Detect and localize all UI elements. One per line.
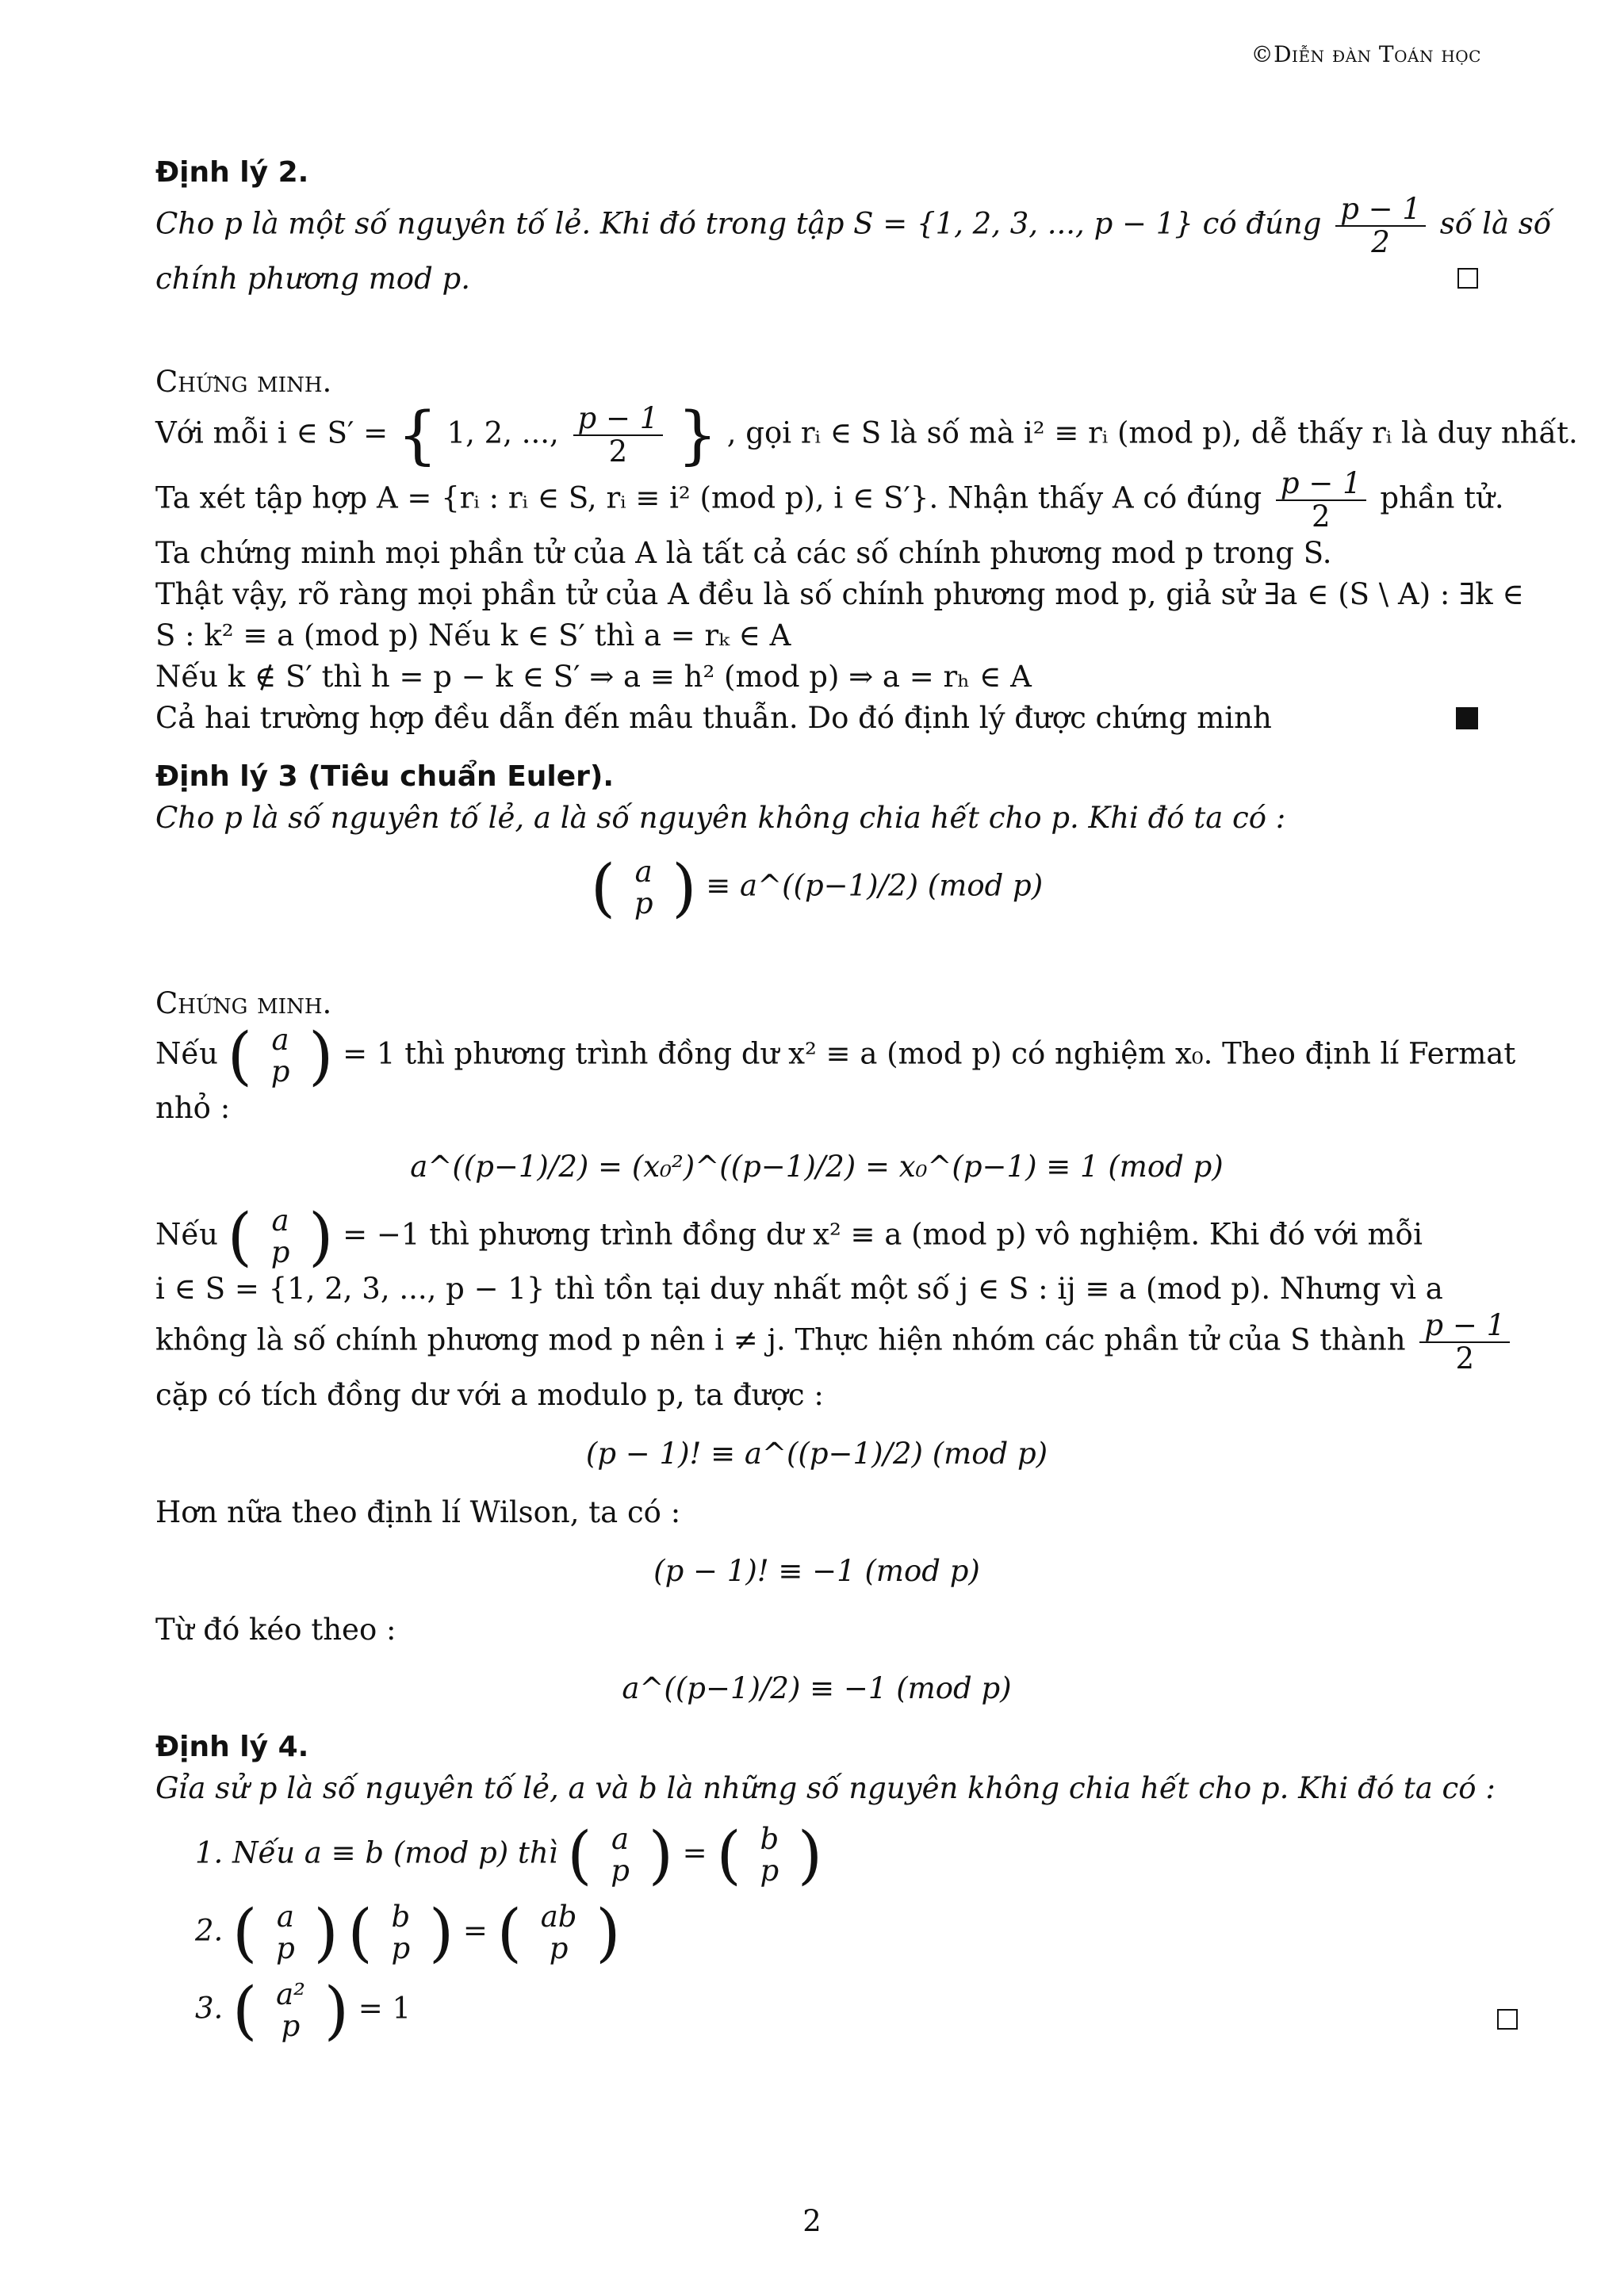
legendre-top: a	[276, 1900, 294, 1934]
proof-2-line-3: Ta chứng minh mọi phần tử của A là tất cả các số chính phương mod p trong S.	[155, 536, 1332, 570]
page-number: 2	[802, 2204, 822, 2238]
left-paren-icon: (	[227, 1019, 252, 1093]
fraction-numerator: p − 1	[1419, 1310, 1510, 1343]
equals-sign: =	[682, 1835, 707, 1870]
proof-3-line-6: cặp có tích đồng dư với a modulo p, ta được :	[155, 1378, 824, 1412]
proof-3-line-1	[155, 1019, 1516, 1093]
theorem-2-line-1	[155, 192, 1552, 259]
proof-3-line-8: Từ đó kéo theo :	[155, 1613, 396, 1647]
set-elements: 1, 2, ...,	[446, 415, 559, 450]
legendre-top: a²	[276, 1977, 305, 2011]
right-paren-icon: )	[797, 1818, 823, 1892]
right-paren-icon: )	[308, 1019, 334, 1093]
left-paren-icon: (	[590, 851, 616, 924]
theorem-4-item-2	[195, 1896, 1478, 1969]
item-number: 2.	[195, 1913, 224, 1948]
legendre-bottom: p	[611, 1854, 630, 1888]
legendre-top: a	[271, 1023, 289, 1057]
factorial-formula: (p − 1)! ≡ a^((p−1)/2) (mod p)	[585, 1437, 1048, 1471]
right-paren-icon: )	[313, 1896, 339, 1969]
proof-text: phần tử.	[1380, 480, 1504, 515]
theorem-4-line-1: Gỉa sử p là số nguyên tố lẻ, a và b là những số nguyên không chia hết cho p. Khi đó ta có :	[155, 1771, 1496, 1805]
formula-rhs: ≡ a^((p−1)/2) (mod p)	[706, 868, 1044, 903]
fraction-denominator: 2	[1455, 1341, 1475, 1376]
left-brace-icon: {	[396, 398, 438, 472]
fraction-denominator: 2	[608, 434, 628, 469]
fraction-denominator: 2	[1311, 499, 1331, 534]
right-paren-icon: )	[672, 851, 697, 924]
proof-3-line-7: Hơn nữa theo định lí Wilson, ta có :	[155, 1495, 681, 1529]
euler-criterion-formula	[155, 851, 1478, 924]
fraction-denominator: 2	[1371, 225, 1390, 259]
proof-2-line-2	[155, 466, 1504, 534]
theorem-2-text: Cho p là một số nguyên tố lẻ. Khi đó trong tập S = {1, 2, 3, ..., p − 1} có đúng	[155, 206, 1322, 241]
proof-3-title: Chứng minh.	[155, 986, 332, 1020]
proof-text: Nếu	[155, 1217, 218, 1252]
proof-text: Ta xét tập hợp A = {rᵢ : rᵢ ∈ S, rᵢ ≡ i² (mod p), i ∈ S′}. Nhận thấy A có đúng	[155, 480, 1262, 515]
page-content	[155, 135, 1578, 2057]
proof-2-line-7	[155, 698, 1478, 739]
right-paren-icon: )	[648, 1818, 673, 1892]
fraction-numerator: p − 1	[1276, 468, 1366, 501]
legendre-symbol	[271, 1901, 300, 1965]
theorem-2-line-2	[155, 258, 1478, 300]
theorem-2-title: Định lý 2.	[155, 156, 309, 189]
legendre-top: b	[760, 1822, 779, 1856]
legendre-top: a	[634, 855, 653, 889]
legendre-symbol	[386, 1901, 415, 1965]
legendre-bottom: p	[634, 886, 653, 920]
legendre-top: a	[611, 1822, 630, 1856]
legendre-bottom: p	[276, 1931, 295, 1965]
item-text: 1. Nếu a ≡ b (mod p) thì	[195, 1835, 558, 1870]
legendre-bottom: p	[549, 1931, 569, 1965]
legendre-symbol	[606, 1823, 634, 1887]
left-paren-icon: (	[716, 1818, 741, 1892]
proof-text: không là số chính phương mod p nên i ≠ j. Thực hiện nhóm các phần tử của S thành	[155, 1322, 1406, 1357]
fraction	[573, 403, 664, 468]
proof-3-line-2: nhỏ :	[155, 1091, 231, 1125]
left-paren-icon: (	[496, 1896, 522, 1969]
legendre-bottom: p	[281, 2009, 301, 2043]
proof-2-line-6: Nếu k ∉ S′ thì h = p − k ∈ S′ ⇒ a ≡ h² (mod p) ⇒ a = rₕ ∈ A	[155, 660, 1032, 694]
proof-3-line-5	[155, 1308, 1506, 1376]
left-paren-icon: (	[232, 1896, 258, 1969]
left-paren-icon: (	[227, 1200, 252, 1273]
qed-box-icon	[1497, 2009, 1518, 2030]
proof-text: = 1 thì phương trình đồng dư x² ≡ a (mod p) có nghiệm x₀. Theo định lí Fermat	[343, 1036, 1516, 1071]
fraction-numerator: p − 1	[1335, 193, 1426, 227]
right-brace-icon: }	[677, 398, 718, 472]
proof-3-line-3	[155, 1200, 1478, 1273]
legendre-symbol	[266, 1205, 295, 1269]
fraction	[1419, 1310, 1510, 1375]
right-paren-icon: )	[308, 1200, 334, 1273]
proof-2-line-5: S : k² ≡ a (mod p) Nếu k ∈ S′ thì a = rₖ ∈ A	[155, 618, 791, 652]
legendre-symbol	[271, 1979, 310, 2042]
legendre-bottom: p	[270, 1054, 290, 1089]
legendre-top: a	[271, 1203, 289, 1238]
legendre-bottom: p	[270, 1235, 290, 1269]
legendre-bottom: p	[391, 1931, 411, 1965]
proof-3-line-4: i ∈ S = {1, 2, 3, ..., p − 1} thì tồn tại duy nhất một số j ∈ S : ij ≡ a (mod p). Nhưng vì a	[155, 1272, 1443, 1306]
conclusion-formula: a^((p−1)/2) ≡ −1 (mod p)	[622, 1671, 1012, 1705]
item-number: 3.	[195, 1991, 224, 2026]
qed-box-icon	[1457, 268, 1478, 289]
page-header: ©Diễn đàn Toán học	[1251, 41, 1481, 67]
proof-text: , gọi rᵢ ∈ S là số mà i² ≡ rᵢ (mod p), dễ thấy rᵢ là duy nhất.	[726, 415, 1578, 450]
proof-text: Cả hai trường hợp đều dẫn đến mâu thuẫn. Do đó định lý được chứng minh	[155, 701, 1272, 735]
proof-2-title: Chứng minh.	[155, 365, 332, 399]
fermat-formula: a^((p−1)/2) = (x₀²)^((p−1)/2) = x₀^(p−1) ≡ 1 (mod p)	[410, 1150, 1224, 1184]
legendre-bottom: p	[760, 1854, 779, 1888]
left-paren-icon: (	[567, 1818, 592, 1892]
right-paren-icon: )	[428, 1896, 454, 1969]
theorem-3-line-1: Cho p là số nguyên tố lẻ, a là số nguyên không chia hết cho p. Khi đó ta có :	[155, 801, 1286, 835]
legendre-symbol	[630, 856, 658, 920]
theorem-4-item-3	[195, 1973, 1478, 2047]
proof-2-line-1	[155, 398, 1578, 472]
legendre-symbol	[536, 1901, 582, 1965]
theorem-3-title: Định lý 3 (Tiêu chuẩn Euler).	[155, 760, 615, 793]
proof-text: Nếu	[155, 1036, 218, 1071]
equals-sign: =	[462, 1913, 488, 1948]
left-paren-icon: (	[347, 1896, 373, 1969]
proof-2-line-4: Thật vậy, rõ ràng mọi phần tử của A đều là số chính phương mod p, giả sử ∃a ∈ (S \ A) : ∃k ∈	[155, 577, 1524, 611]
wilson-formula: (p − 1)! ≡ −1 (mod p)	[653, 1554, 980, 1588]
theorem-4-title: Định lý 4.	[155, 1731, 309, 1763]
proof-text: = −1 thì phương trình đồng dư x² ≡ a (mod p) vô nghiệm. Khi đó với mỗi	[343, 1217, 1423, 1252]
theorem-2-text-2: chính phương mod p.	[155, 262, 470, 296]
qed-filled-square-icon	[1456, 707, 1478, 729]
theorem-2-text-end: số là số	[1439, 206, 1552, 241]
legendre-top: b	[391, 1900, 411, 1934]
right-paren-icon: )	[596, 1896, 621, 1969]
fraction-numerator: p − 1	[573, 403, 664, 436]
legendre-top: ab	[540, 1900, 577, 1934]
fraction	[1276, 468, 1366, 533]
legendre-symbol	[266, 1024, 295, 1088]
legendre-symbol	[755, 1823, 783, 1887]
fraction	[1335, 193, 1426, 258]
left-paren-icon: (	[232, 1973, 258, 2047]
proof-text: Với mỗi i ∈ S′ =	[155, 415, 389, 450]
right-paren-icon: )	[324, 1973, 349, 2047]
item-text: = 1	[358, 1991, 412, 2026]
theorem-4-item-1	[195, 1818, 1478, 1892]
